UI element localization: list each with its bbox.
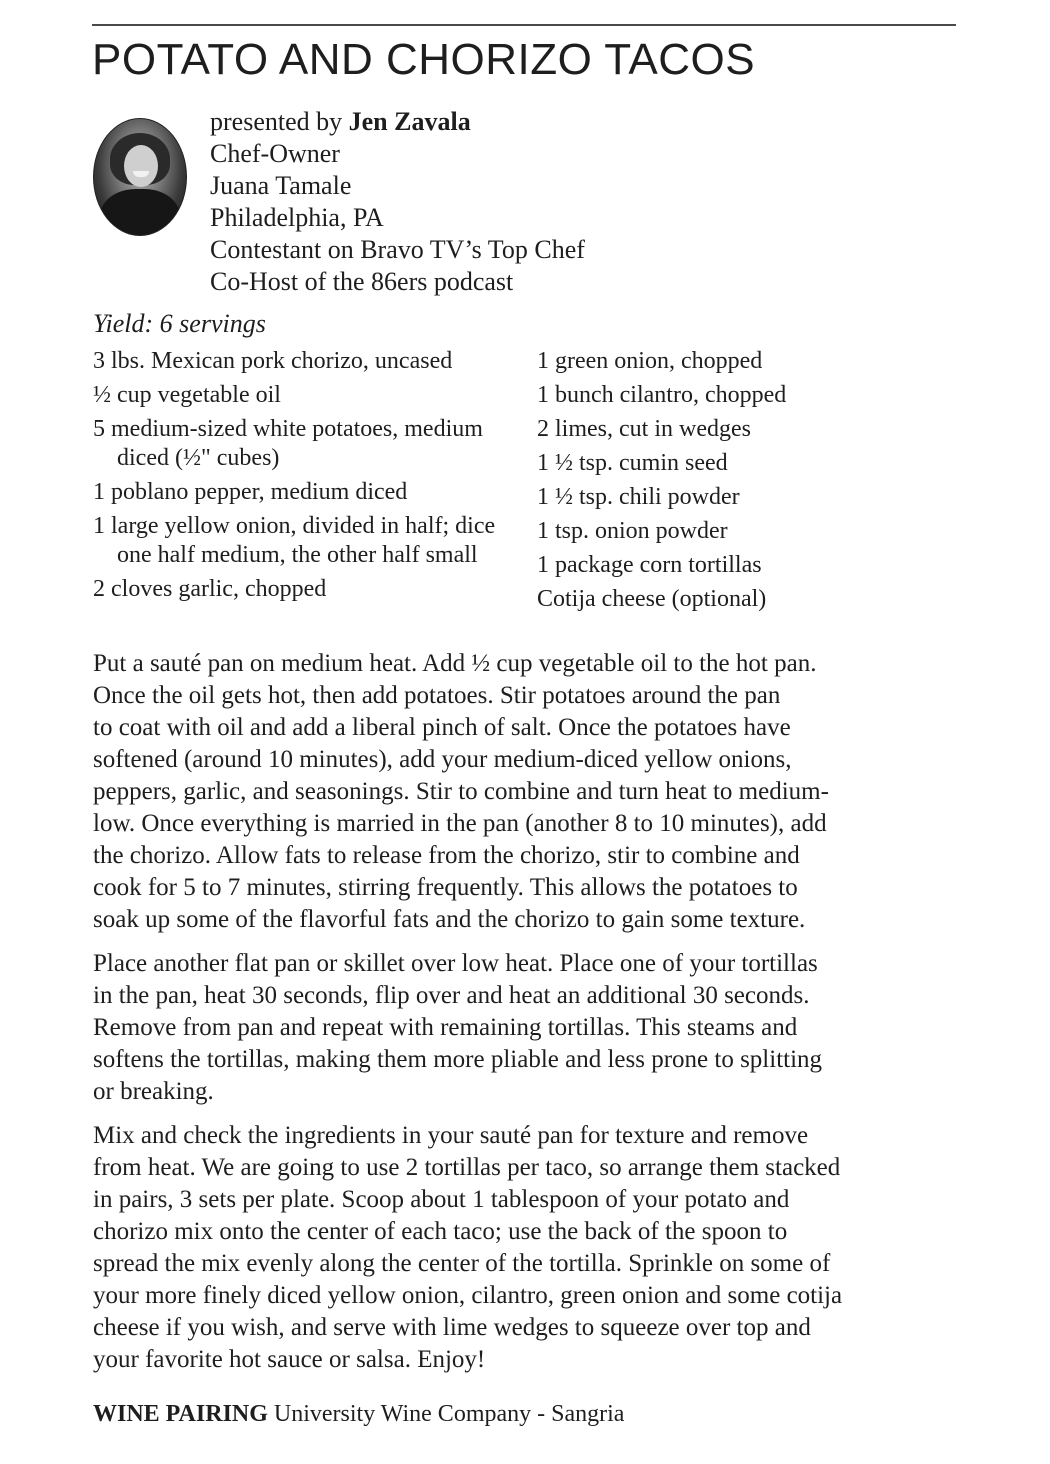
chef-photo-body (100, 189, 180, 236)
ingredient-item: 5 medium-sized white potatoes, medium diced (½" cubes) (93, 416, 483, 471)
ingredient-item: 1 bunch cilantro, chopped (537, 382, 787, 408)
presenter-credit: Co-Host of the 86ers podcast (210, 267, 514, 296)
presenter-location: Philadelphia, PA (210, 203, 384, 232)
instruction-line: softened (around 10 minutes), add your medium-diced yellow onions, (93, 746, 792, 773)
instruction-line: in pairs, 3 sets per plate. Scoop about 1 tablespoon of your potato and (93, 1186, 790, 1213)
ingredient-item: 1 poblano pepper, medium diced (93, 479, 408, 505)
ingredient-item: ½ cup vegetable oil (93, 382, 281, 408)
presenter-name: Jen Zavala (348, 107, 471, 136)
presenter-bio (210, 106, 585, 298)
instruction-line: Remove from pan and repeat with remaining tortillas. This steams and (93, 1014, 798, 1041)
instruction-line: cheese if you wish, and serve with lime wedges to squeeze over top and (93, 1314, 811, 1341)
instruction-line: Put a sauté pan on medium heat. Add ½ cup vegetable oil to the hot pan. (93, 650, 817, 677)
instruction-line: Once the oil gets hot, then add potatoes. Stir potatoes around the pan (93, 682, 781, 709)
ingredient-item: 1 ½ tsp. cumin seed (537, 450, 728, 476)
instruction-line: chorizo mix onto the center of each taco; use the back of the spoon to (93, 1218, 788, 1245)
ingredient-item: 1 green onion, chopped (537, 348, 763, 374)
wine-pairing-value: University Wine Company - Sangria (267, 1401, 625, 1427)
ingredient-item: 3 lbs. Mexican pork chorizo, uncased (93, 348, 453, 374)
instruction-paragraph-1 (93, 648, 963, 936)
instruction-line: peppers, garlic, and seasonings. Stir to combine and turn heat to medium- (93, 778, 829, 805)
recipe-yield: Yield: 6 servings (93, 309, 266, 338)
recipe-title: POTATO AND CHORIZO TACOS (92, 35, 756, 84)
ingredient-item: 2 limes, cut in wedges (537, 416, 751, 442)
instruction-line: to coat with oil and add a liberal pinch of salt. Once the potatoes have (93, 714, 791, 741)
instruction-line: your more finely diced yellow onion, cilantro, green onion and some cotija (93, 1282, 843, 1309)
presenter-credit: Contestant on Bravo TV’s Top Chef (210, 235, 585, 264)
instruction-line: your favorite hot sauce or salsa. Enjoy! (93, 1346, 486, 1373)
instruction-line: cook for 5 to 7 minutes, stirring frequently. This allows the potatoes to (93, 874, 798, 901)
ingredient-item: Cotija cheese (optional) (537, 586, 767, 612)
instruction-line: or breaking. (93, 1078, 214, 1105)
ingredient-item: 1 package corn tortillas (537, 552, 762, 578)
instruction-line: Place another flat pan or skillet over low heat. Place one of your tortillas (93, 950, 818, 977)
wine-pairing-label: WINE PAIRING (93, 1401, 268, 1427)
ingredient-item: 1 ½ tsp. chili powder (537, 484, 740, 510)
ingredients-left-column (93, 347, 513, 609)
ingredient-item: 1 large yellow onion, divided in half; dice one half medium, the other half small (93, 513, 496, 568)
chef-photo (93, 118, 187, 236)
ingredient-item: 1 tsp. onion powder (537, 518, 728, 544)
instruction-line: softens the tortillas, making them more pliable and less prone to splitting (93, 1046, 823, 1073)
instruction-line: in the pan, heat 30 seconds, flip over and heat an additional 30 seconds. (93, 982, 810, 1009)
instruction-paragraph-3 (93, 1120, 963, 1376)
instruction-line: soak up some of the flavorful fats and the chorizo to gain some texture. (93, 906, 806, 933)
presenter-title: Chef-Owner (210, 139, 340, 168)
ingredient-item: 2 cloves garlic, chopped (93, 576, 327, 602)
wine-pairing (93, 1398, 624, 1430)
instruction-line: Mix and check the ingredients in your sauté pan for texture and remove (93, 1122, 809, 1149)
presenter-prefix: presented by (210, 107, 349, 136)
ingredients-right-column (537, 347, 937, 619)
instruction-line: from heat. We are going to use 2 tortillas per taco, so arrange them stacked (93, 1154, 841, 1181)
header-rule (92, 24, 956, 26)
instruction-line: the chorizo. Allow fats to release from the chorizo, stir to combine and (93, 842, 800, 869)
chef-photo-face (124, 145, 158, 187)
instruction-paragraph-2 (93, 948, 963, 1108)
presenter-restaurant: Juana Tamale (210, 171, 352, 200)
instruction-line: low. Once everything is married in the pan (another 8 to 10 minutes), add (93, 810, 827, 837)
presenter-line (210, 106, 585, 138)
instruction-line: spread the mix evenly along the center of the tortilla. Sprinkle on some of (93, 1250, 831, 1277)
